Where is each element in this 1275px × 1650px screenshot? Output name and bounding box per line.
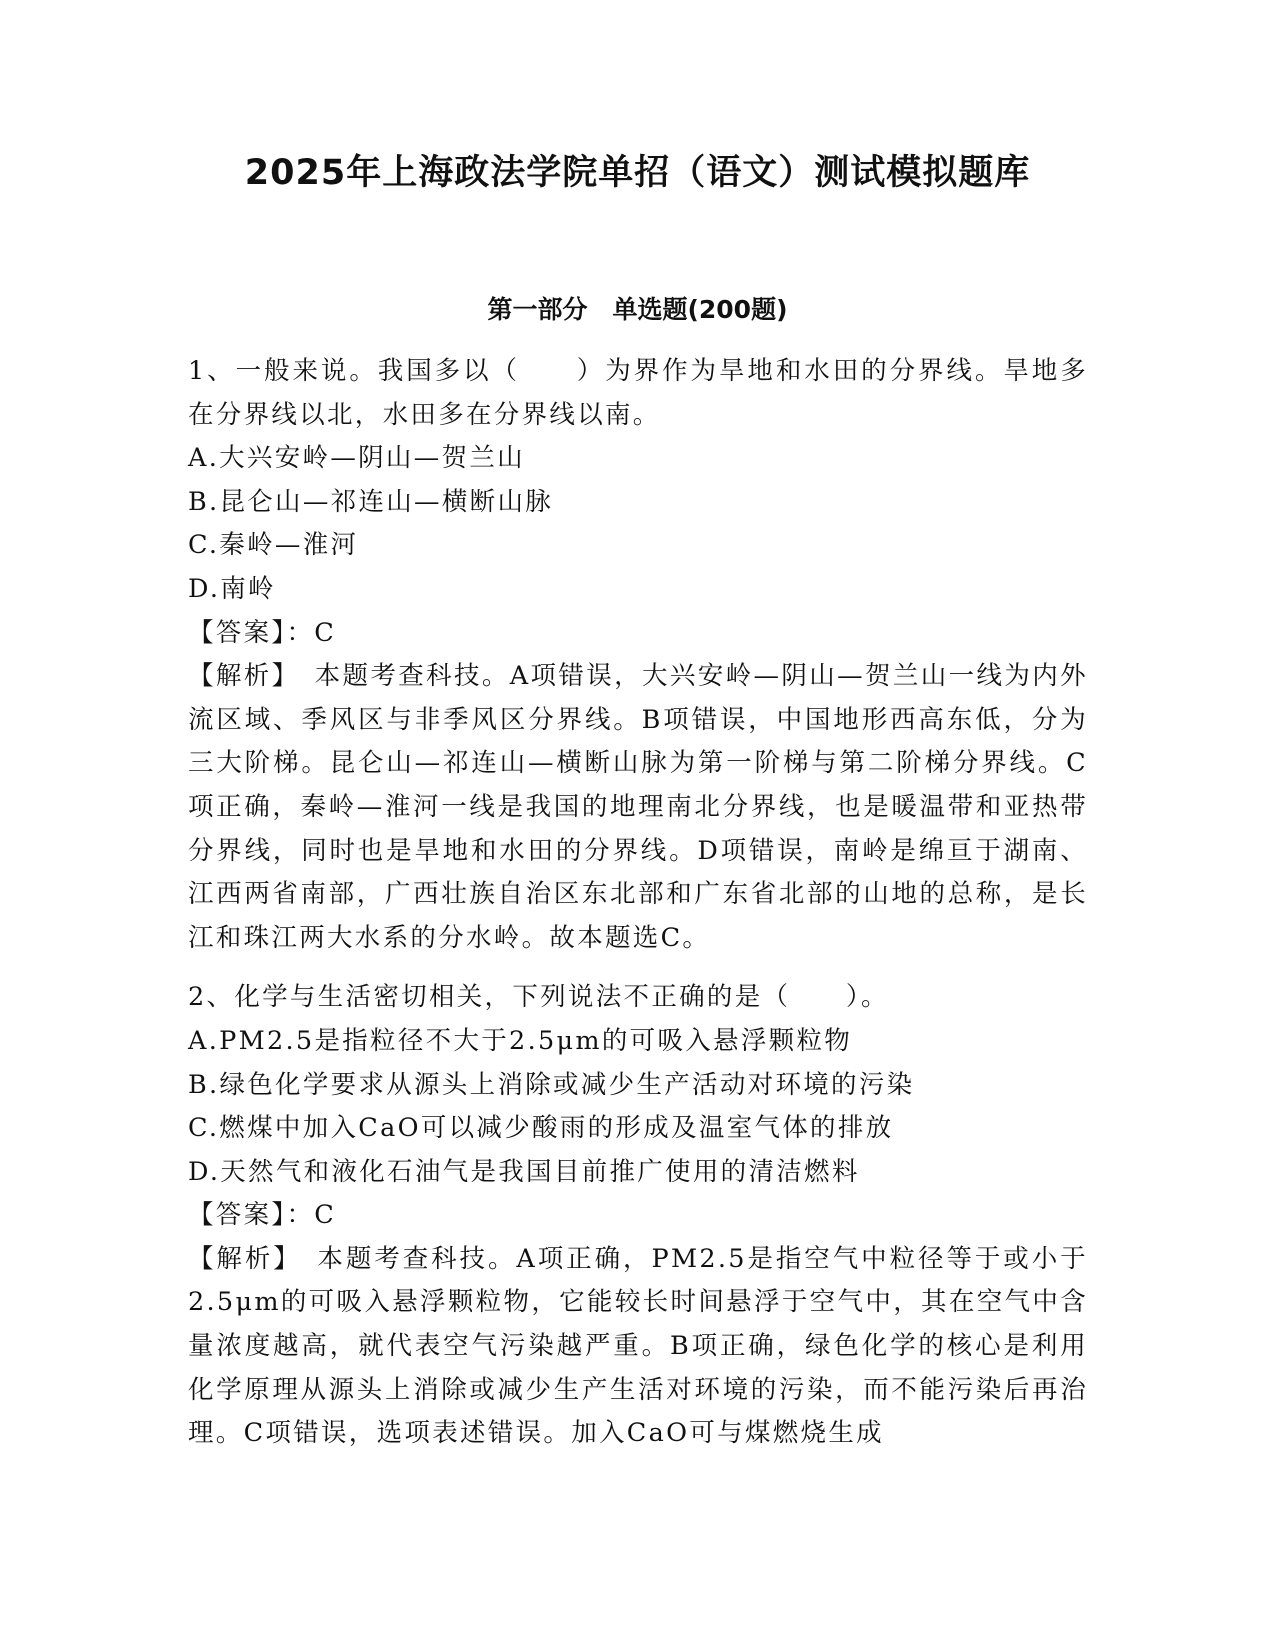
question-2 bbox=[188, 976, 1088, 1456]
option-a: A.大兴安岭—阴山—贺兰山 bbox=[188, 443, 525, 474]
explanation bbox=[188, 655, 1088, 960]
option-d: D.南岭 bbox=[188, 573, 276, 604]
question-1 bbox=[188, 350, 1088, 960]
option-a: A.PM2.5是指粒径不大于2.5μm的可吸入悬浮颗粒物 bbox=[188, 1025, 853, 1056]
question-stem: 2、化学与生活密切相关，下列说法不正确的是（ ）。 bbox=[188, 982, 889, 1013]
option-b: B.昆仑山—祁连山—横断山脉 bbox=[188, 486, 554, 517]
option-c: C.秦岭—淮河 bbox=[188, 530, 359, 561]
explanation-text: 本题考查科技。A项正确，PM2.5是指空气中粒径等于或小于2.5μm的可吸入悬浮颗粒物，它能较长时间悬浮于空气中，其在空气中含量浓度越高，就代表空气污染越严重。B项正确，绿色化学的核心是利用化学原理从源头上消除或减少生产生活对环境的污染，而不能污染后再治理。C项错误，选项表述错误。加入CaO可与煤燃烧生成 bbox=[188, 1243, 1088, 1449]
option-d: D.天然气和液化石油气是我国目前推广使用的清洁燃料 bbox=[188, 1156, 860, 1187]
option-b: B.绿色化学要求从源头上消除或减少生产活动对环境的污染 bbox=[188, 1069, 915, 1100]
questions-list bbox=[188, 350, 1088, 1472]
explanation-label: 【解析】 bbox=[188, 1243, 318, 1274]
document-title: 2025年上海政法学院单招（语文）测试模拟题库 bbox=[244, 153, 1031, 193]
answer-label: 【答案】： bbox=[188, 617, 315, 648]
explanation bbox=[188, 1238, 1088, 1456]
answer-line bbox=[188, 612, 1088, 656]
answer-label: 【答案】： bbox=[188, 1200, 315, 1231]
question-stem: 1、一般来说。我国多以（ ）为界作为旱地和水田的分界线。旱地多在分界线以北，水田多在分界线以南。 bbox=[188, 356, 1088, 430]
answer-value: C bbox=[314, 617, 337, 648]
section-heading: 第一部分 单选题(200题) bbox=[487, 295, 788, 324]
option-c: C.燃煤中加入CaO可以减少酸雨的形成及温室气体的排放 bbox=[188, 1113, 894, 1144]
explanation-label: 【解析】 bbox=[188, 661, 315, 692]
answer-line bbox=[188, 1194, 1088, 1238]
answer-value: C bbox=[314, 1200, 337, 1231]
explanation-text: 本题考查科技。A项错误，大兴安岭—阴山—贺兰山一线为内外流区域、季风区与非季风区分界线。B项错误，中国地形西高东低，分为三大阶梯。昆仑山—祁连山—横断山脉为第一阶梯与第二阶梯分界线。C项正确，秦岭—淮河一线是我国的地理南北分界线，也是暖温带和亚热带分界线，同时也是旱地和水田的分界线。D项错误，南岭是绵亘于湖南、江西两省南部，广西壮族自治区东北部和广东省北部的山地的总称，是长江和珠江两大水系的分水岭。故本题选C。 bbox=[188, 661, 1088, 953]
